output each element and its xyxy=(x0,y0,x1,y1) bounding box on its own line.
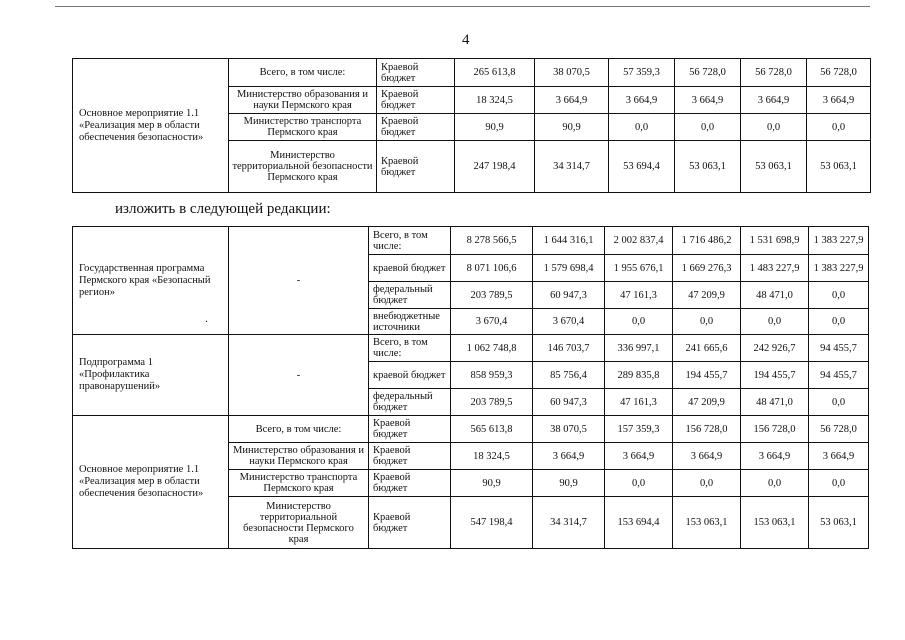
value-cell: 1 062 748,8 xyxy=(451,335,533,362)
value-cell: 242 926,7 xyxy=(741,335,809,362)
value-cell: 203 789,5 xyxy=(451,389,533,416)
executor-dash: - xyxy=(229,335,369,416)
value-cell: 3 664,9 xyxy=(675,87,741,114)
value-cell: 1 644 316,1 xyxy=(533,227,605,255)
executor-cell: Министерство транспорта Пермского края xyxy=(229,114,377,141)
value-cell: 48 471,0 xyxy=(741,282,809,309)
executor-cell: Министерство образования и науки Пермского края xyxy=(229,443,369,470)
value-cell: 34 314,7 xyxy=(533,497,605,549)
budget-source-cell: Краевой бюджет xyxy=(369,470,451,497)
budget-source-cell: Краевой бюджет xyxy=(377,59,455,87)
budget-source-cell: Всего, в том числе: xyxy=(369,335,451,362)
value-cell: 194 455,7 xyxy=(673,362,741,389)
table-row xyxy=(73,416,869,443)
value-cell: 0,0 xyxy=(809,309,869,335)
executor-cell: Всего, в том числе: xyxy=(229,416,369,443)
value-cell: 156 728,0 xyxy=(673,416,741,443)
stray-dot: . xyxy=(205,311,208,325)
value-cell: 57 359,3 xyxy=(609,59,675,87)
value-cell: 0,0 xyxy=(673,309,741,335)
budget-source-cell: Краевой бюджет xyxy=(377,141,455,193)
value-cell: 1 483 227,9 xyxy=(741,255,809,282)
value-cell: 3 664,9 xyxy=(741,443,809,470)
budget-source-cell: Краевой бюджет xyxy=(377,87,455,114)
budget-source-cell: Всего, в том числе: xyxy=(369,227,451,255)
value-cell: 1 669 276,3 xyxy=(673,255,741,282)
value-cell: 94 455,7 xyxy=(809,335,869,362)
value-cell: 3 670,4 xyxy=(533,309,605,335)
table-row xyxy=(73,227,869,255)
value-cell: 1 716 486,2 xyxy=(673,227,741,255)
value-cell: 47 209,9 xyxy=(673,282,741,309)
value-cell: 289 835,8 xyxy=(605,362,673,389)
budget-source-cell: Краевой бюджет xyxy=(369,497,451,549)
value-cell: 0,0 xyxy=(809,389,869,416)
value-cell: 1 531 698,9 xyxy=(741,227,809,255)
value-cell: 153 694,4 xyxy=(605,497,673,549)
executor-cell: Министерство территориальной безопасности Пермского края xyxy=(229,141,377,193)
budget-source-cell: краевой бюджет xyxy=(369,362,451,389)
amendment-phrase: изложить в следующей редакции: xyxy=(115,201,331,217)
value-cell: 3 664,9 xyxy=(533,443,605,470)
executor-cell: Министерство транспорта Пермского края xyxy=(229,470,369,497)
value-cell: 3 664,9 xyxy=(605,443,673,470)
subprogram-title: Подпрограмма 1 «Профилактика правонарушений» xyxy=(73,335,229,416)
value-cell: 858 959,3 xyxy=(451,362,533,389)
table-row xyxy=(73,335,869,362)
value-cell: 1 383 227,9 xyxy=(809,255,869,282)
value-cell: 153 063,1 xyxy=(673,497,741,549)
value-cell: 1 955 676,1 xyxy=(605,255,673,282)
value-cell: 153 063,1 xyxy=(741,497,809,549)
value-cell: 47 161,3 xyxy=(605,389,673,416)
value-cell: 53 063,1 xyxy=(741,141,807,193)
value-cell: 3 664,9 xyxy=(673,443,741,470)
value-cell: 336 997,1 xyxy=(605,335,673,362)
value-cell: 53 063,1 xyxy=(809,497,869,549)
budget-source-cell: Краевой бюджет xyxy=(369,443,451,470)
value-cell: 0,0 xyxy=(605,309,673,335)
value-cell: 1 383 227,9 xyxy=(809,227,869,255)
value-cell: 8 071 106,6 xyxy=(451,255,533,282)
new-version-table xyxy=(72,226,869,549)
executor-dash: - xyxy=(229,227,369,335)
budget-source-cell: федеральный бюджет xyxy=(369,389,451,416)
old-version-table xyxy=(72,58,871,193)
value-cell: 2 002 837,4 xyxy=(605,227,673,255)
value-cell: 56 728,0 xyxy=(675,59,741,87)
value-cell: 1 579 698,4 xyxy=(533,255,605,282)
value-cell: 53 063,1 xyxy=(675,141,741,193)
value-cell: 56 728,0 xyxy=(807,59,871,87)
value-cell: 3 664,9 xyxy=(807,87,871,114)
value-cell: 90,9 xyxy=(533,470,605,497)
executor-cell: Министерство территориальной безопасности Пермского края xyxy=(229,497,369,549)
value-cell: 34 314,7 xyxy=(535,141,609,193)
value-cell: 53 694,4 xyxy=(609,141,675,193)
budget-source-cell: Краевой бюджет xyxy=(377,114,455,141)
value-cell: 0,0 xyxy=(807,114,871,141)
value-cell: 18 324,5 xyxy=(455,87,535,114)
value-cell: 90,9 xyxy=(455,114,535,141)
main-activity-title: Основное мероприятие 1.1 «Реализация мер в области обеспечения безопасности» xyxy=(73,416,229,549)
value-cell: 8 278 566,5 xyxy=(451,227,533,255)
value-cell: 53 063,1 xyxy=(807,141,871,193)
page-number: 4 xyxy=(462,32,470,48)
value-cell: 60 947,3 xyxy=(533,389,605,416)
value-cell: 0,0 xyxy=(609,114,675,141)
value-cell: 3 664,9 xyxy=(809,443,869,470)
value-cell: 47 209,9 xyxy=(673,389,741,416)
top-rule xyxy=(55,6,870,7)
executor-cell: Министерство образования и науки Пермского края xyxy=(229,87,377,114)
budget-source-cell: краевой бюджет xyxy=(369,255,451,282)
value-cell: 90,9 xyxy=(535,114,609,141)
value-cell: 157 359,3 xyxy=(605,416,673,443)
main-activity-title: Основное мероприятие 1.1 «Реализация мер в области обеспечения безопасности» xyxy=(73,59,229,193)
value-cell: 90,9 xyxy=(451,470,533,497)
value-cell: 3 664,9 xyxy=(741,87,807,114)
value-cell: 38 070,5 xyxy=(535,59,609,87)
value-cell: 0,0 xyxy=(741,470,809,497)
value-cell: 94 455,7 xyxy=(809,362,869,389)
value-cell: 194 455,7 xyxy=(741,362,809,389)
value-cell: 47 161,3 xyxy=(605,282,673,309)
value-cell: 247 198,4 xyxy=(455,141,535,193)
budget-source-cell: внебюджетные источники xyxy=(369,309,451,335)
value-cell: 241 665,6 xyxy=(673,335,741,362)
state-program-title: Государственная программа Пермского края «Безопасный регион» xyxy=(73,227,229,335)
value-cell: 265 613,8 xyxy=(455,59,535,87)
value-cell: 18 324,5 xyxy=(451,443,533,470)
value-cell: 203 789,5 xyxy=(451,282,533,309)
value-cell: 60 947,3 xyxy=(533,282,605,309)
value-cell: 0,0 xyxy=(675,114,741,141)
budget-source-cell: Краевой бюджет xyxy=(369,416,451,443)
value-cell: 547 198,4 xyxy=(451,497,533,549)
value-cell: 3 670,4 xyxy=(451,309,533,335)
value-cell: 85 756,4 xyxy=(533,362,605,389)
value-cell: 0,0 xyxy=(809,470,869,497)
value-cell: 0,0 xyxy=(741,309,809,335)
value-cell: 48 471,0 xyxy=(741,389,809,416)
budget-source-cell: федеральный бюджет xyxy=(369,282,451,309)
value-cell: 146 703,7 xyxy=(533,335,605,362)
value-cell: 565 613,8 xyxy=(451,416,533,443)
value-cell: 0,0 xyxy=(605,470,673,497)
value-cell: 0,0 xyxy=(673,470,741,497)
value-cell: 156 728,0 xyxy=(741,416,809,443)
value-cell: 0,0 xyxy=(741,114,807,141)
value-cell: 56 728,0 xyxy=(741,59,807,87)
value-cell: 3 664,9 xyxy=(609,87,675,114)
value-cell: 3 664,9 xyxy=(535,87,609,114)
table-row xyxy=(73,59,871,87)
value-cell: 56 728,0 xyxy=(809,416,869,443)
executor-cell: Всего, в том числе: xyxy=(229,59,377,87)
value-cell: 0,0 xyxy=(809,282,869,309)
value-cell: 38 070,5 xyxy=(533,416,605,443)
